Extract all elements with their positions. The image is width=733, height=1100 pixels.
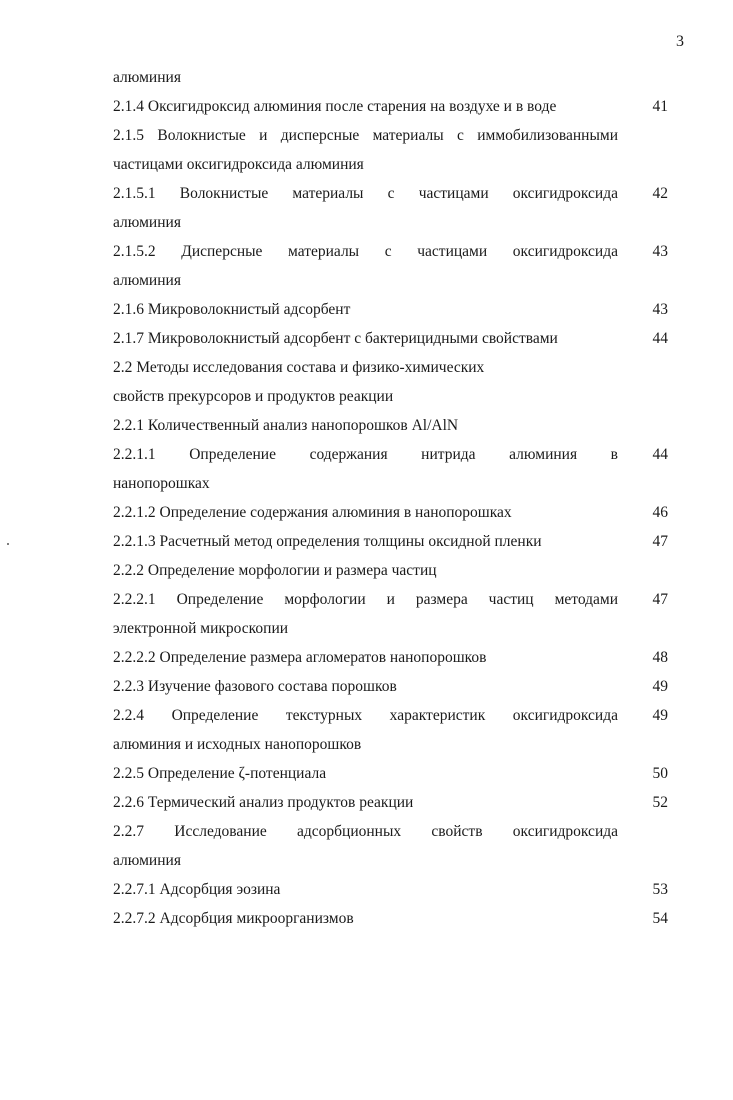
toc-entry — [113, 179, 668, 208]
toc-entry-text: электронной микроскопии — [113, 620, 289, 637]
toc-entry-page: 54 — [652, 910, 668, 927]
toc-entry-text: 2.2.1.3 Расчетный метод определения толщины оксидной пленки — [113, 533, 542, 550]
toc-entry-text: 2.2.2.1 Определение морфологии и размера частиц методами — [113, 591, 618, 608]
toc-entry — [113, 643, 668, 672]
toc-entry-page: 47 — [652, 591, 668, 608]
toc-entry-text: 2.2.4 Определение текстурных характеристик оксигидроксида — [113, 707, 618, 724]
toc-entry — [113, 295, 668, 324]
toc-entry-page: 49 — [652, 707, 668, 724]
toc-entry-text: 2.2.1 Количественный анализ нанопорошков Al/AlN — [113, 417, 459, 434]
toc-entry — [113, 440, 668, 469]
toc-entry-page: 48 — [652, 649, 668, 666]
toc-entry-text: алюминия — [113, 214, 181, 231]
toc-entry-text: 2.2.6 Термический анализ продуктов реакции — [113, 794, 414, 811]
toc-entry-text: 2.2.2 Определение морфологии и размера частиц — [113, 562, 437, 579]
toc-entry-text: свойств прекурсоров и продуктов реакции — [113, 388, 394, 405]
toc-entry — [113, 556, 668, 585]
toc-entry-text: 2.1.5.1 Волокнистые материалы с частицами оксигидроксида — [113, 185, 618, 202]
toc-entry — [113, 817, 668, 846]
toc-entry-page: 47 — [652, 533, 668, 550]
toc-entry — [113, 266, 668, 295]
toc-entry-text: 2.2.7 Исследование адсорбционных свойств оксигидроксида — [113, 823, 618, 840]
toc-entry — [113, 759, 668, 788]
toc-entry-text: 2.2.7.1 Адсорбция эозина — [113, 881, 281, 898]
toc-entry-text: 2.2.2.2 Определение размера агломератов нанопорошков — [113, 649, 487, 666]
toc-entry-text: 2.1.5.2 Дисперсные материалы с частицами оксигидроксида — [113, 243, 618, 260]
toc-entry-page: 49 — [652, 678, 668, 695]
toc-entry-text: 2.1.6 Микроволокнистый адсорбент — [113, 301, 351, 318]
toc-entry — [113, 208, 668, 237]
toc-entry — [113, 498, 668, 527]
toc-entry-text: алюминия — [113, 852, 181, 869]
toc-entry — [113, 701, 668, 730]
toc-entry-text: алюминия — [113, 272, 181, 289]
toc-entry — [113, 527, 668, 556]
toc-entry-text: 2.2.3 Изучение фазового состава порошков — [113, 678, 397, 695]
toc-entry-text: алюминия — [113, 69, 181, 86]
toc-entry-page: 42 — [652, 185, 668, 202]
toc-entry — [113, 730, 668, 759]
toc-entry-page: 43 — [652, 301, 668, 318]
toc-entry-page: 46 — [652, 504, 668, 521]
table-of-contents — [113, 63, 668, 933]
toc-entry — [113, 353, 668, 382]
toc-entry-text: 2.2.5 Определение ζ-потенциала — [113, 765, 327, 782]
toc-entry-text: 2.2.7.2 Адсорбция микроорганизмов — [113, 910, 354, 927]
toc-entry — [113, 324, 668, 353]
toc-entry — [113, 904, 668, 933]
toc-entry-page: 52 — [652, 794, 668, 811]
toc-entry-text: алюминия и исходных нанопорошков — [113, 736, 362, 753]
toc-entry-text: частицами оксигидроксида алюминия — [113, 156, 364, 173]
toc-entry-text: 2.1.4 Оксигидроксид алюминия после старения на воздухе и в воде — [113, 98, 557, 115]
toc-entry-text: нанопорошках — [113, 475, 210, 492]
toc-entry-page: 44 — [652, 330, 668, 347]
page-number: 3 — [676, 33, 684, 50]
toc-entry-page: 43 — [652, 243, 668, 260]
toc-entry — [113, 237, 668, 266]
toc-entry-text: 2.2.1.2 Определение содержания алюминия в нанопорошках — [113, 504, 512, 521]
toc-entry-page: 53 — [652, 881, 668, 898]
toc-entry — [113, 585, 668, 614]
toc-entry-text: 2.1.5 Волокнистые и дисперсные материалы с иммобилизованными — [113, 127, 618, 144]
toc-entry — [113, 121, 668, 150]
toc-entry — [113, 788, 668, 817]
toc-entry — [113, 614, 668, 643]
toc-entry-page: 50 — [652, 765, 668, 782]
toc-entry — [113, 875, 668, 904]
toc-entry-text: 2.2.1.1 Определение содержания нитрида алюминия в — [113, 446, 618, 463]
toc-entry — [113, 92, 668, 121]
toc-entry-text: 2.1.7 Микроволокнистый адсорбент с бактерицидными свойствами — [113, 330, 558, 347]
toc-entry-page: 44 — [652, 446, 668, 463]
toc-entry — [113, 672, 668, 701]
toc-entry-page: 41 — [652, 98, 668, 115]
toc-entry-text: 2.2 Методы исследования состава и физико-химических — [113, 359, 485, 376]
toc-entry — [113, 382, 668, 411]
toc-entry — [113, 63, 668, 92]
toc-entry — [113, 150, 668, 179]
toc-entry — [113, 846, 668, 875]
toc-entry — [113, 469, 668, 498]
toc-entry — [113, 411, 668, 440]
scan-speck — [7, 543, 9, 545]
